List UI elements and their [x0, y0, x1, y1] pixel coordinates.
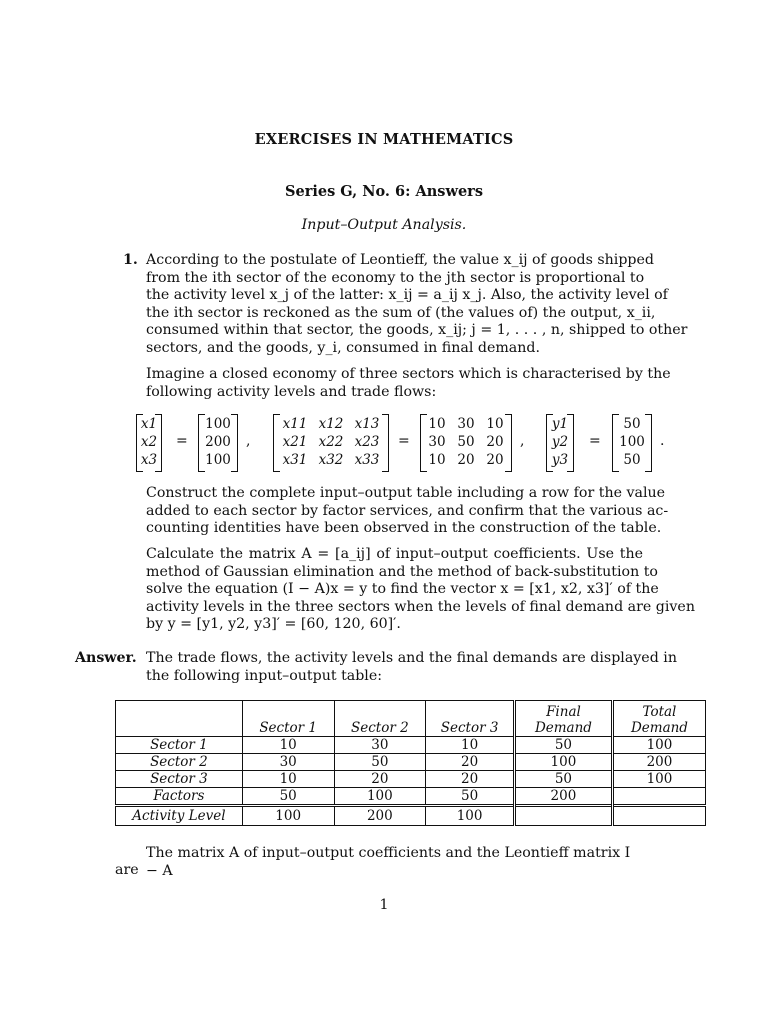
- table-cell: 30: [334, 737, 426, 754]
- matrix-cell: 100: [619, 434, 645, 450]
- page-number: 1: [379, 897, 389, 913]
- table-header: Sector 3: [426, 701, 515, 737]
- table-cell: 10: [242, 771, 334, 788]
- table-cell: 10: [426, 737, 515, 754]
- closing-line-1: [146, 845, 643, 880]
- y-vector: [546, 414, 574, 470]
- trade-flow-value-matrix: [420, 414, 512, 470]
- text-line: activity levels in the three sectors when the levels of final demand are given: [146, 598, 695, 615]
- table-cell: 10: [242, 737, 334, 754]
- table-row: [116, 771, 706, 788]
- matrix-cell: 50: [623, 416, 641, 432]
- answer-paragraph: [146, 650, 677, 685]
- matrix-cell: 100: [205, 416, 231, 432]
- table-cell: 50: [242, 788, 334, 806]
- text-line: by y = [y1, y2, y3]′ = [60, 120, 60]′.: [146, 616, 401, 633]
- table-row: [116, 806, 706, 826]
- row-header: Activity Level: [116, 806, 243, 826]
- answer-label: Answer.: [75, 650, 137, 666]
- header-line: Final: [546, 704, 581, 720]
- text-line: sectors, and the goods, y_i, consumed in final demand.: [146, 339, 540, 356]
- table-cell: [612, 806, 705, 826]
- matrix-cell: x1: [140, 416, 158, 432]
- table-cell: 50: [426, 788, 515, 806]
- table-cell: 100: [426, 806, 515, 826]
- table-cell: 50: [514, 771, 612, 788]
- matrix-cell: x22: [318, 434, 344, 450]
- text-line: solve the equation (I − A)x = y to find the vector x = [x1, x2, x3]′ of the: [146, 581, 659, 598]
- matrix-cell: x23: [354, 434, 380, 450]
- table-cell: 100: [612, 771, 705, 788]
- table-cell: 200: [514, 788, 612, 806]
- matrix-cell: x12: [318, 416, 344, 432]
- matrix-cell: 10: [486, 416, 504, 432]
- matrix-cell: 10: [428, 452, 446, 468]
- matrix-cell: x31: [282, 452, 308, 468]
- row-header: Factors: [116, 788, 243, 806]
- matrix-cell: 100: [205, 452, 231, 468]
- matrix-cell: x11: [282, 416, 308, 432]
- text-line: The trade flows, the activity levels and the final demands are displayed in: [146, 650, 677, 666]
- matrix-cell: 30: [457, 416, 475, 432]
- matrix-cell: 50: [457, 434, 475, 450]
- text-line: counting identities have been observed in the construction of the table.: [146, 520, 662, 537]
- equals-sign: =: [589, 433, 601, 449]
- header-line: Demand: [630, 720, 688, 736]
- row-header: Sector 3: [116, 771, 243, 788]
- text-line: the ith sector is reckoned as the sum of (the values of) the output, x_ii,: [146, 304, 656, 321]
- table-row: [116, 754, 706, 771]
- x-vector: [136, 414, 162, 470]
- table-cell: 100: [334, 788, 426, 806]
- matrix-cell: x13: [354, 416, 380, 432]
- period: .: [660, 433, 665, 449]
- x-values-vector: [198, 414, 238, 470]
- table-cell: 50: [514, 737, 612, 754]
- text-line: the activity level x_j of the latter: x_ij = a_ij x_j. Also, the activity level of: [146, 287, 668, 304]
- equals-sign: =: [398, 433, 410, 449]
- table-cell: 50: [334, 754, 426, 771]
- table-cell: [612, 788, 705, 806]
- matrix-cell: x33: [354, 452, 380, 468]
- matrix-cell: 30: [428, 434, 446, 450]
- text-line: Imagine a closed economy of three sectors which is characterised by the: [146, 366, 671, 382]
- table-cell: 20: [334, 771, 426, 788]
- matrix-cell: y2: [551, 434, 569, 450]
- table-cell: [514, 806, 612, 826]
- text-line: added to each sector by factor services, and confirm that the various ac-: [146, 502, 669, 519]
- document-subtitle: Series G, No. 6: Answers: [285, 183, 483, 200]
- matrix-cell: y1: [551, 416, 569, 432]
- row-header: Sector 1: [116, 737, 243, 754]
- table-cell: 200: [334, 806, 426, 826]
- table-header: [514, 701, 612, 737]
- text-line: consumed within that sector, the goods, x_ij; j = 1, . . . , n, shipped to other: [146, 322, 688, 339]
- table-row: [116, 788, 706, 806]
- problem-paragraph-1: [146, 252, 688, 358]
- text-line: According to the postulate of Leontieff, the value x_ij of goods shipped: [146, 252, 654, 268]
- comma: ,: [520, 433, 525, 449]
- text-line: Calculate the matrix A = [a_ij] of input–output coefficients. Use the: [146, 546, 643, 562]
- text-line: are: [115, 862, 139, 878]
- header-line: Demand: [534, 720, 592, 736]
- table-header: [612, 701, 705, 737]
- problem-number: 1.: [123, 252, 138, 268]
- table-cell: 200: [612, 754, 705, 771]
- text-line: method of Gaussian elimination and the method of back-substitution to: [146, 563, 658, 580]
- comma: ,: [246, 433, 251, 449]
- matrix-cell: 20: [457, 452, 475, 468]
- y-values-vector: [612, 414, 652, 470]
- document-title: EXERCISES IN MATHEMATICS: [254, 131, 514, 148]
- text-line: from the ith sector of the economy to the jth sector is proportional to: [146, 269, 645, 286]
- text-line: Construct the complete input–output table including a row for the value: [146, 485, 666, 501]
- equals-sign: =: [176, 433, 188, 449]
- table-cell: 100: [514, 754, 612, 771]
- problem-paragraph-2: [146, 366, 671, 401]
- text-line: the following input–output table:: [146, 667, 383, 684]
- matrix-cell: 200: [205, 434, 231, 450]
- text-line: The matrix A of input–output coefficients and the Leontieff matrix I − A: [146, 845, 631, 879]
- closing-line-2: [115, 862, 139, 880]
- table-header: Sector 1: [242, 701, 334, 737]
- matrix-cell: y3: [551, 452, 569, 468]
- table-corner: [116, 701, 243, 737]
- table-cell: 20: [426, 771, 515, 788]
- problem-paragraph-4: [146, 546, 695, 634]
- table-cell: 100: [242, 806, 334, 826]
- matrix-cell: 20: [486, 452, 504, 468]
- input-output-table: [115, 700, 706, 826]
- matrix-cell: x2: [140, 434, 158, 450]
- table-cell: 100: [612, 737, 705, 754]
- matrix-cell: x32: [318, 452, 344, 468]
- table-cell: 30: [242, 754, 334, 771]
- matrix-cell: x21: [282, 434, 308, 450]
- table-header-row: [116, 701, 706, 737]
- table-row: [116, 737, 706, 754]
- table-header: Sector 2: [334, 701, 426, 737]
- matrix-cell: 10: [428, 416, 446, 432]
- text-line: following activity levels and trade flows:: [146, 383, 437, 400]
- table-cell: 20: [426, 754, 515, 771]
- header-line: Total: [642, 704, 677, 720]
- problem-paragraph-3: [146, 485, 669, 538]
- matrix-cell: 50: [623, 452, 641, 468]
- row-header: Sector 2: [116, 754, 243, 771]
- matrix-cell: x3: [140, 452, 158, 468]
- trade-flow-symbol-matrix: [273, 414, 389, 470]
- topic-heading: Input–Output Analysis.: [301, 217, 467, 233]
- matrix-cell: 20: [486, 434, 504, 450]
